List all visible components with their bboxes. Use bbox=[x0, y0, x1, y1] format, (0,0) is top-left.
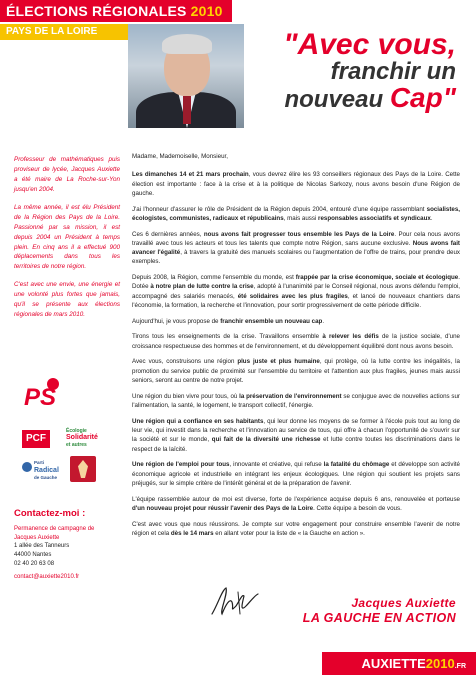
letter-paragraph: Une région qui a confiance en ses habitants, qui leur donne les moyens de se former à l'école puis tout au long de leur vie, qui investit dans la recherche et l'innovation au service de tous, qui offre à chacun l'opportunité de s'ouvrir sur la société et sur le monde, qui fait de la diversité une richesse et lutte contre toutes les discriminations dans le respect de la laïcité. bbox=[132, 417, 460, 453]
contact-street: 1 allée des Tanneurs bbox=[14, 543, 70, 550]
bio-paragraph-1: Professeur de mathématiques puis proviseur de lycée, Jacques Auxiette a été maire de La Roche-sur-Yon jusqu'en 2004. bbox=[14, 156, 120, 193]
contact-office-name: Jacques Auxiette bbox=[14, 534, 60, 541]
prg-logo: Parti Radical de Gauche bbox=[22, 460, 56, 482]
slogan-line-1: "Avec vous, bbox=[283, 28, 456, 61]
contact-block bbox=[14, 508, 124, 582]
letter-paragraph: L'équipe rassemblée autour de moi est diverse, forte de l'expérience acquise depuis 6 ans, renouvelée et porteuse d'un nouveau projet pour réussir l'avenir des Pays de la Loire. Cette équipe a besoin de vous. bbox=[132, 495, 460, 512]
letter-paragraph: Avec vous, construisons une région plus juste et plus humaine, qui protège, où la lutte contre les inégalités, la promotion du service public de proximité sur l'ensemble du territoire et l'attention aux plus fragiles, jeunes mais aussi seniors, seront au centre de notre projet. bbox=[132, 358, 460, 384]
footer-banner bbox=[322, 652, 476, 675]
slogan-line-2: franchir un bbox=[330, 58, 456, 85]
letter-paragraph: J'ai l'honneur d'assurer le rôle de Président de la Région depuis 2004, entouré d'une équipe rassemblant socialistes, écologistes, communistes, radicaux et républicains, mais aussi responsables associatifs et syndicaux. bbox=[132, 205, 460, 222]
letter-salutation: Madame, Mademoiselle, Monsieur, bbox=[132, 153, 228, 160]
candidate-bio bbox=[14, 155, 120, 328]
photo-tie bbox=[183, 96, 191, 124]
letter-body bbox=[132, 152, 460, 544]
campaign-slogan bbox=[236, 30, 456, 112]
bio-paragraph-3: C'est avec une envie, une énergie et une volonté plus fortes que jamais, qu'il se présente aux élections régionales de mars 2010. bbox=[14, 281, 120, 319]
slogan-line-3: nouveau Cap" bbox=[284, 82, 456, 113]
gauche-logo bbox=[70, 456, 96, 482]
party-logos bbox=[14, 376, 120, 488]
ecologie-solidarite-logo: Écologie Solidarité et autres bbox=[66, 428, 98, 449]
region-banner bbox=[0, 24, 136, 40]
contact-email-link[interactable]: contact@auxiette2010.fr bbox=[14, 574, 80, 581]
letter-paragraph: C'est avec vous que nous réussirons. Je compte sur votre engagement pour construire ensemble l'avenir de notre région et cela dès le 14 mars en allant voter pour la liste de « la Gauche en action ». bbox=[132, 520, 460, 537]
letter-paragraph: Aujourd'hui, je vous propose de franchir ensemble un nouveau cap. bbox=[132, 317, 325, 325]
prg-mark-icon bbox=[22, 462, 32, 472]
ps-logo: PS bbox=[24, 376, 64, 416]
letter-paragraph: Depuis 2008, la Région, comme l'ensemble du monde, est frappée par la crise économique, sociale et écologique. Dotée à notre plan de lutte contre la crise, adopté à l'unanimité par le Conseil régional, nous avons défendu l'emploi, accompagné des salariés menacés, été solidaires avec les plus fragiles, et lancé de nouveaux chantiers dans l'économie, la formation, la recherche et l'innovation, pour sortir progressivement de cette période difficile. bbox=[132, 274, 461, 310]
footer-website[interactable]: AUXIETTE2010.FR bbox=[361, 656, 466, 671]
contact-phone: 02 40 20 63 08 bbox=[14, 560, 55, 567]
pcf-logo: PCF bbox=[22, 430, 50, 448]
slogan-cap: Cap" bbox=[389, 82, 456, 113]
signatory-name: Jacques Auxiette bbox=[351, 596, 456, 610]
letter-paragraph: Une région du bien vivre pour tous, où la préservation de l'environnement se conjugue avec de nouvelles actions sur l'alimentation, la santé, le logement, le transport collectif, l'énergie. bbox=[132, 392, 460, 409]
handwritten-signature bbox=[208, 584, 262, 620]
photo-hair bbox=[162, 34, 212, 54]
contact-title: Contactez-moi : bbox=[14, 508, 86, 519]
election-title: ÉLECTIONS RÉGIONALES 2010 bbox=[6, 3, 223, 19]
letter-paragraph: Ces 6 dernières années, nous avons fait progresser tous ensemble les Pays de la Loire. Pour cela nous avons travaillé avec tous les acteurs et tous les talents que compte notre Région, sans aucune exclusive. Nous avons fait avancer l'égalité, à travers la gratuité des manuels scolaires ou l'augmentation de l'offre de trains, pour prendre deux exemples. bbox=[132, 230, 461, 266]
signatory-tagline: LA GAUCHE EN ACTION bbox=[302, 611, 456, 625]
header-banner bbox=[0, 0, 232, 22]
letter-paragraph: Une région de l'emploi pour tous, innovante et créative, qui refuse la fatalité du chômage et développe son activité économique agricole et industrielle en intégrant les enjeux écologiques. Une région qui soutient les projets sans préjugés, sur le simple critère de l'intérêt général et de la préparation de l'avenir. bbox=[132, 461, 461, 487]
bio-paragraph-2: La même année, il est élu Président de la Région des Pays de la Loire. Passionné par sa mission, il est depuis 2004 un Président à temps plein. En cinq ans il a effectué 900 déplacements dans tous les territoires de notre région. bbox=[14, 203, 120, 271]
region-name: PAYS DE LA LOIRE bbox=[6, 26, 98, 37]
letter-paragraph: Tirons tous les enseignements de la crise. Travaillons ensemble à relever les défis de la justice sociale, d'une croissance respectueuse des hommes et de l'environnement, et du développement équilibré dont nous avons besoin. bbox=[132, 333, 460, 350]
figure-icon bbox=[78, 460, 88, 478]
contact-city: 44000 Nantes bbox=[14, 552, 52, 559]
candidate-photo bbox=[128, 24, 244, 128]
letter-paragraph: Les dimanches 14 et 21 mars prochain, vous devrez élire les 93 conseillers régionaux des Pays de la Loire. Cette élection est importante : face à la crise et à la politique de Nicolas Sarkozy, nous avons besoin d'une Région de gauche. bbox=[132, 171, 460, 197]
contact-office-label: Permanence de campagne de bbox=[14, 526, 95, 532]
election-year: 2010 bbox=[190, 3, 223, 19]
